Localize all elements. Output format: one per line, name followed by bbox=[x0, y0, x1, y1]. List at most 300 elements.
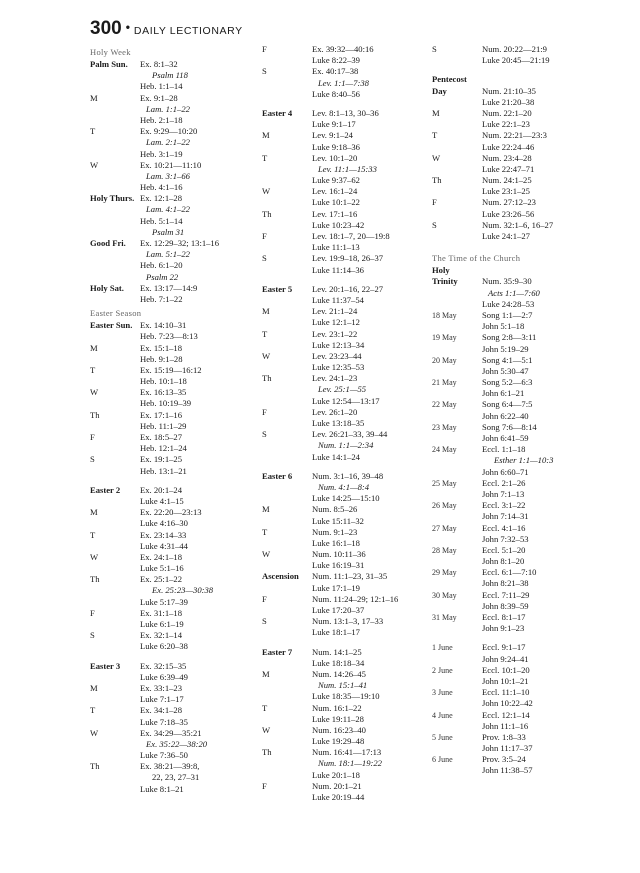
reading-row bbox=[432, 74, 582, 85]
day-label: M bbox=[90, 507, 98, 518]
scripture-reference: Luke 22:1–23 bbox=[482, 119, 530, 130]
day-label: S bbox=[90, 630, 95, 641]
scripture-reference: Luke 9:1–17 bbox=[312, 119, 356, 130]
day-label: 29 May bbox=[432, 568, 457, 578]
reading-row bbox=[432, 355, 582, 366]
reading-row bbox=[432, 197, 582, 208]
day-label: F bbox=[262, 780, 267, 791]
reading-row bbox=[262, 329, 422, 340]
scripture-reference: Luke 17:1–19 bbox=[312, 582, 360, 593]
scripture-reference: Psalm 22 bbox=[146, 271, 179, 282]
scripture-reference: Num. 11:24–29; 12:1–16 bbox=[312, 593, 399, 604]
reading-row bbox=[90, 717, 250, 728]
reading-row bbox=[432, 130, 582, 141]
scripture-reference: Lev. 17:1–16 bbox=[312, 208, 358, 219]
day-label bbox=[432, 676, 482, 687]
scripture-reference: Num. 11:1–23, 31–35 bbox=[312, 571, 388, 582]
reading-row bbox=[90, 608, 250, 619]
reading-row bbox=[90, 193, 250, 204]
day-label: Trinity bbox=[432, 276, 458, 287]
day-label bbox=[90, 541, 140, 552]
scripture-reference: Num. 22:21—23:3 bbox=[482, 130, 547, 141]
section-gap bbox=[262, 100, 422, 108]
reading-row bbox=[90, 552, 250, 563]
day-label: 19 May bbox=[432, 333, 457, 343]
scripture-reference: Ex. 34:1–28 bbox=[140, 705, 183, 716]
scripture-reference: John 11:38–57 bbox=[482, 765, 533, 776]
day-label bbox=[90, 641, 140, 652]
scripture-reference: Eccl. 5:1–20 bbox=[482, 544, 526, 555]
reading-row bbox=[432, 455, 582, 466]
scripture-reference: Ex. 38:21—39:8, bbox=[140, 761, 200, 772]
day-label: M bbox=[262, 668, 270, 679]
day-label bbox=[432, 433, 482, 444]
day-label bbox=[90, 496, 140, 507]
section-gap bbox=[262, 639, 422, 647]
reading-row bbox=[90, 227, 250, 238]
reading-row bbox=[432, 175, 582, 186]
reading-row bbox=[262, 253, 422, 264]
day-label bbox=[432, 288, 482, 299]
reading-row bbox=[432, 765, 582, 776]
reading-row bbox=[432, 489, 582, 500]
day-label: Easter 6 bbox=[262, 470, 293, 481]
scripture-reference: John 7:14–31 bbox=[482, 511, 529, 522]
scripture-reference: John 11:1–16 bbox=[482, 720, 529, 731]
scripture-reference: John 8:39–59 bbox=[482, 600, 529, 611]
scripture-reference: John 6:41–59 bbox=[482, 433, 529, 443]
day-label: 2 June bbox=[432, 665, 453, 675]
scripture-reference: Num. 20:22—21:9 bbox=[482, 44, 547, 54]
scripture-reference: Ex. 9:29—10:20 bbox=[140, 126, 198, 137]
scripture-reference: Heb. 6:1–20 bbox=[140, 260, 183, 271]
day-label bbox=[90, 331, 140, 342]
reading-row bbox=[432, 164, 582, 175]
lectionary-column-1 bbox=[90, 44, 250, 795]
scripture-reference: John 9:1–23 bbox=[482, 623, 525, 634]
scripture-reference: Luke 8:40–56 bbox=[312, 88, 360, 99]
reading-row bbox=[262, 560, 422, 571]
scripture-reference: Num. 14:26–45 bbox=[312, 668, 366, 679]
scripture-reference: Eccl. 11:1–10 bbox=[482, 687, 530, 698]
reading-row bbox=[90, 443, 250, 454]
reading-row bbox=[90, 398, 250, 409]
scripture-reference: Lam. 3:1–66 bbox=[146, 170, 190, 181]
day-label bbox=[262, 493, 312, 504]
scripture-reference: Eccl. 1:1–18 bbox=[482, 444, 526, 455]
day-label: S bbox=[262, 429, 267, 440]
reading-row bbox=[90, 365, 250, 376]
day-label bbox=[262, 792, 312, 803]
reading-row bbox=[90, 260, 250, 271]
scripture-reference: Luke 8:1–21 bbox=[140, 783, 184, 794]
day-label bbox=[90, 227, 140, 238]
scripture-reference: Ex. 12:1–28 bbox=[140, 193, 183, 204]
scripture-reference: John 6:1–21 bbox=[482, 388, 525, 399]
day-label: 6 June bbox=[432, 755, 453, 765]
day-label: T bbox=[262, 328, 268, 339]
scripture-reference: Lev. 24:1–23 bbox=[312, 373, 358, 384]
day-label bbox=[432, 299, 482, 310]
day-label: F bbox=[90, 607, 95, 618]
reading-row bbox=[262, 175, 422, 186]
reading-row bbox=[90, 728, 250, 739]
scripture-reference: Luke 18:35—19:10 bbox=[312, 691, 380, 702]
day-label bbox=[432, 455, 482, 466]
reading-row bbox=[432, 153, 582, 164]
day-label bbox=[262, 736, 312, 747]
reading-row bbox=[90, 171, 250, 182]
scripture-reference: Ex. 40:17–38 bbox=[312, 66, 359, 77]
reading-row bbox=[90, 641, 250, 652]
scripture-reference: Luke 20:45—21:19 bbox=[482, 55, 550, 66]
reading-row bbox=[90, 238, 250, 249]
day-label: 3 June bbox=[432, 688, 453, 698]
section-gap bbox=[262, 463, 422, 471]
reading-row bbox=[432, 276, 582, 287]
reading-row bbox=[432, 411, 582, 422]
reading-row bbox=[90, 784, 250, 795]
day-label bbox=[90, 104, 140, 115]
reading-row bbox=[262, 538, 422, 549]
reading-row bbox=[262, 108, 422, 119]
day-label: M bbox=[262, 504, 270, 515]
day-label bbox=[262, 265, 312, 276]
scripture-reference: Luke 11:14–36 bbox=[312, 264, 364, 275]
day-label: F bbox=[262, 231, 267, 241]
reading-row bbox=[262, 119, 422, 130]
day-label: 31 May bbox=[432, 613, 457, 622]
scripture-reference: Ex. 14:10–31 bbox=[140, 320, 187, 331]
day-label bbox=[432, 743, 482, 754]
reading-row bbox=[262, 527, 422, 538]
day-label bbox=[262, 538, 312, 549]
scripture-reference: Eccl. 2:1–26 bbox=[482, 477, 526, 488]
reading-row bbox=[432, 478, 582, 489]
reading-row bbox=[90, 530, 250, 541]
day-label bbox=[432, 366, 482, 377]
reading-row bbox=[262, 429, 422, 440]
day-label bbox=[90, 739, 140, 750]
reading-row bbox=[90, 93, 250, 104]
reading-row bbox=[432, 567, 582, 578]
day-label bbox=[262, 627, 312, 638]
reading-row bbox=[432, 220, 582, 231]
reading-row bbox=[432, 623, 582, 634]
scripture-reference: Num. 32:1–6, 16–27 bbox=[482, 219, 554, 230]
scripture-reference: Lev. 19:9–18, 26–37 bbox=[312, 253, 384, 264]
day-label: T bbox=[262, 526, 268, 537]
reading-row bbox=[432, 344, 582, 355]
reading-row bbox=[432, 732, 582, 743]
scripture-reference: Lev. 9:1–24 bbox=[312, 130, 353, 141]
day-label: M bbox=[262, 130, 270, 141]
reading-row bbox=[432, 687, 582, 698]
reading-row bbox=[262, 164, 422, 175]
day-label: Holy bbox=[432, 265, 450, 276]
day-label bbox=[262, 119, 312, 130]
day-label bbox=[262, 770, 312, 781]
reading-row bbox=[90, 772, 250, 783]
scripture-reference: Luke 10:23–42 bbox=[312, 219, 365, 230]
day-label: S bbox=[432, 44, 437, 54]
day-label bbox=[90, 784, 140, 795]
day-label bbox=[432, 388, 482, 399]
day-label: Th bbox=[90, 761, 100, 772]
day-label bbox=[432, 654, 482, 665]
scripture-reference: Luke 9:37–62 bbox=[312, 175, 360, 186]
scripture-reference: Luke 12:35–53 bbox=[312, 362, 365, 373]
reading-row bbox=[90, 454, 250, 465]
day-label bbox=[262, 758, 312, 769]
day-label: 18 May bbox=[432, 310, 457, 320]
scripture-reference: Ex. 12:29–32; 13:1–16 bbox=[140, 238, 220, 248]
scripture-reference: Luke 22:24–46 bbox=[482, 141, 535, 152]
scripture-reference: Lev. 8:1–13, 30–36 bbox=[312, 107, 379, 118]
scripture-reference: Heb. 4:1–16 bbox=[140, 182, 183, 193]
scripture-reference: Ex. 13:17—14:9 bbox=[140, 282, 198, 293]
scripture-reference: Num. 10:11–36 bbox=[312, 549, 366, 560]
day-label: Easter 3 bbox=[90, 660, 121, 671]
day-label bbox=[90, 443, 140, 454]
day-label: M bbox=[262, 306, 270, 317]
scripture-reference: Lam. 5:1–22 bbox=[146, 249, 190, 260]
scripture-reference: Ex. 16:13–35 bbox=[140, 387, 187, 398]
reading-row bbox=[90, 149, 250, 160]
section-gap bbox=[432, 242, 582, 250]
day-label: T bbox=[90, 126, 96, 137]
scripture-reference: John 9:24–41 bbox=[482, 653, 529, 664]
day-label: W bbox=[262, 724, 271, 735]
reading-row bbox=[262, 770, 422, 781]
reading-row bbox=[432, 578, 582, 589]
scripture-reference: Heb. 2:1–18 bbox=[140, 114, 183, 125]
day-label: Easter 7 bbox=[262, 646, 293, 657]
day-label bbox=[262, 197, 312, 208]
reading-row bbox=[262, 220, 422, 231]
reading-row bbox=[262, 66, 422, 77]
day-label bbox=[432, 511, 482, 522]
scripture-reference: Lev. 16:1–24 bbox=[312, 186, 358, 197]
day-label: W bbox=[262, 350, 271, 361]
reading-row bbox=[90, 683, 250, 694]
reading-row bbox=[432, 545, 582, 556]
day-label: Th bbox=[90, 409, 100, 420]
scripture-reference: Ex. 22:20—23:13 bbox=[140, 507, 202, 518]
reading-row bbox=[90, 115, 250, 126]
day-label bbox=[432, 556, 482, 567]
day-label bbox=[90, 563, 140, 574]
reading-row bbox=[432, 299, 582, 310]
reading-row bbox=[262, 231, 422, 242]
scripture-reference: Luke 16:1–18 bbox=[312, 537, 360, 548]
day-label: W bbox=[262, 186, 271, 197]
scripture-reference: Psalm 31 bbox=[152, 226, 185, 237]
section-gap bbox=[90, 653, 250, 661]
reading-row bbox=[90, 485, 250, 496]
reading-row bbox=[262, 295, 422, 306]
lectionary-column-2 bbox=[262, 44, 422, 803]
scripture-reference: Prov. 1:8–33 bbox=[482, 731, 526, 742]
reading-row bbox=[262, 714, 422, 725]
season-heading: Holy Week bbox=[90, 47, 131, 57]
reading-row bbox=[262, 792, 422, 803]
reading-row bbox=[90, 496, 250, 507]
reading-row bbox=[262, 418, 422, 429]
day-label bbox=[432, 623, 482, 634]
scripture-reference: Heb. 9:1–28 bbox=[140, 353, 183, 364]
day-label: W bbox=[90, 727, 99, 738]
scripture-reference: Luke 16:19–31 bbox=[312, 560, 365, 571]
scripture-reference: Luke 22:47–71 bbox=[482, 163, 535, 174]
scripture-reference: Ex. 10:21—11:10 bbox=[140, 159, 202, 170]
day-label: S bbox=[432, 219, 437, 230]
day-label bbox=[262, 175, 312, 186]
reading-row bbox=[90, 541, 250, 552]
scripture-reference: Num. 14:1–25 bbox=[312, 646, 362, 657]
reading-row bbox=[432, 665, 582, 676]
scripture-reference: Luke 5:17–39 bbox=[140, 596, 188, 607]
reading-row bbox=[432, 288, 582, 299]
reading-row bbox=[262, 781, 422, 792]
day-label bbox=[262, 714, 312, 725]
reading-row bbox=[432, 721, 582, 732]
reading-row bbox=[262, 471, 422, 482]
reading-row bbox=[262, 549, 422, 560]
scripture-reference: Num. 18:1—19:22 bbox=[318, 758, 382, 769]
day-label bbox=[90, 772, 140, 783]
day-label bbox=[90, 518, 140, 529]
reading-row bbox=[262, 130, 422, 141]
reading-row bbox=[90, 630, 250, 641]
reading-row bbox=[262, 493, 422, 504]
reading-row bbox=[90, 466, 250, 477]
reading-row bbox=[432, 754, 582, 765]
reading-row bbox=[90, 421, 250, 432]
reading-row bbox=[262, 284, 422, 295]
day-label bbox=[262, 396, 312, 407]
day-label bbox=[432, 698, 482, 709]
day-label bbox=[90, 694, 140, 705]
day-label: Easter 2 bbox=[90, 484, 121, 495]
day-label bbox=[432, 97, 482, 108]
scripture-reference: Heb. 10:1–18 bbox=[140, 376, 187, 387]
scripture-reference: Luke 12:13–34 bbox=[312, 339, 365, 350]
scripture-reference: Ex. 25:1–22 bbox=[140, 574, 183, 585]
reading-row bbox=[262, 306, 422, 317]
day-label: T bbox=[90, 705, 96, 716]
reading-row bbox=[90, 160, 250, 171]
scripture-reference: Eccl. 10:1–20 bbox=[482, 664, 530, 675]
reading-row bbox=[262, 691, 422, 702]
reading-row bbox=[432, 86, 582, 97]
day-label: Holy Thurs. bbox=[90, 193, 135, 204]
day-label bbox=[90, 672, 140, 683]
reading-row bbox=[262, 362, 422, 373]
reading-row bbox=[262, 747, 422, 758]
reading-row bbox=[90, 597, 250, 608]
day-label bbox=[262, 78, 312, 89]
scripture-reference: John 7:1–13 bbox=[482, 488, 525, 499]
reading-row bbox=[432, 321, 582, 332]
scripture-reference: Song 6:4—7:5 bbox=[482, 399, 533, 410]
scripture-reference: Luke 9:18–36 bbox=[312, 141, 360, 152]
scripture-reference: Lev. 20:1–16, 22–27 bbox=[312, 283, 384, 294]
day-label bbox=[90, 260, 140, 271]
day-label: 1 June bbox=[432, 643, 453, 653]
reading-row bbox=[262, 758, 422, 769]
page-header bbox=[90, 18, 243, 40]
reading-row bbox=[262, 440, 422, 451]
reading-row bbox=[262, 351, 422, 362]
reading-row bbox=[90, 672, 250, 683]
reading-row bbox=[262, 594, 422, 605]
day-label bbox=[90, 204, 140, 215]
reading-row bbox=[90, 761, 250, 772]
reading-row bbox=[432, 97, 582, 108]
reading-row bbox=[262, 340, 422, 351]
reading-row bbox=[262, 384, 422, 395]
day-label bbox=[262, 680, 312, 691]
scripture-reference: Lev. 26:1–20 bbox=[312, 406, 358, 417]
reading-row bbox=[432, 534, 582, 545]
reading-row bbox=[262, 680, 422, 691]
scripture-reference: Song 4:1—5:1 bbox=[482, 354, 533, 365]
scripture-reference: Num. 8:5–26 bbox=[312, 504, 358, 515]
day-label: Th bbox=[262, 373, 272, 384]
scripture-reference: Luke 7:18–35 bbox=[140, 716, 188, 727]
scripture-reference: Luke 5:1–16 bbox=[140, 563, 184, 574]
reading-row bbox=[262, 89, 422, 100]
scripture-reference: Luke 4:16–30 bbox=[140, 518, 188, 529]
scripture-reference: Luke 18:1–17 bbox=[312, 627, 360, 638]
reading-row bbox=[262, 265, 422, 276]
day-label bbox=[432, 534, 482, 545]
reading-row bbox=[90, 574, 250, 585]
day-label bbox=[432, 55, 482, 66]
day-label bbox=[432, 209, 482, 220]
day-label: Good Fri. bbox=[90, 238, 126, 248]
reading-row bbox=[90, 126, 250, 137]
day-label bbox=[262, 452, 312, 463]
day-label: 25 May bbox=[432, 478, 457, 488]
day-label bbox=[262, 89, 312, 100]
day-label bbox=[90, 294, 140, 305]
reading-row bbox=[432, 142, 582, 153]
day-label bbox=[432, 411, 482, 422]
scripture-reference: Luke 19:29–48 bbox=[312, 736, 365, 747]
scripture-reference: Lev. 26:21–33, 39–44 bbox=[312, 429, 388, 440]
day-label bbox=[90, 619, 140, 630]
reading-row bbox=[432, 209, 582, 220]
scripture-reference: Eccl. 7:11–29 bbox=[482, 589, 530, 600]
reading-row bbox=[432, 388, 582, 399]
reading-row bbox=[90, 272, 250, 283]
day-label: T bbox=[90, 529, 96, 540]
reading-row bbox=[262, 407, 422, 418]
scripture-reference: John 11:17–37 bbox=[482, 743, 533, 754]
reading-row bbox=[432, 523, 582, 534]
scripture-reference: Num. 24:1–25 bbox=[482, 175, 532, 186]
scripture-reference: Eccl. 8:1–17 bbox=[482, 612, 526, 622]
reading-row bbox=[262, 242, 422, 253]
reading-row bbox=[432, 433, 582, 444]
reading-row bbox=[90, 59, 250, 70]
day-label: 24 May bbox=[432, 445, 457, 455]
scripture-reference: Num. 23:4–28 bbox=[482, 152, 532, 163]
reading-row bbox=[90, 104, 250, 115]
day-label bbox=[262, 220, 312, 231]
